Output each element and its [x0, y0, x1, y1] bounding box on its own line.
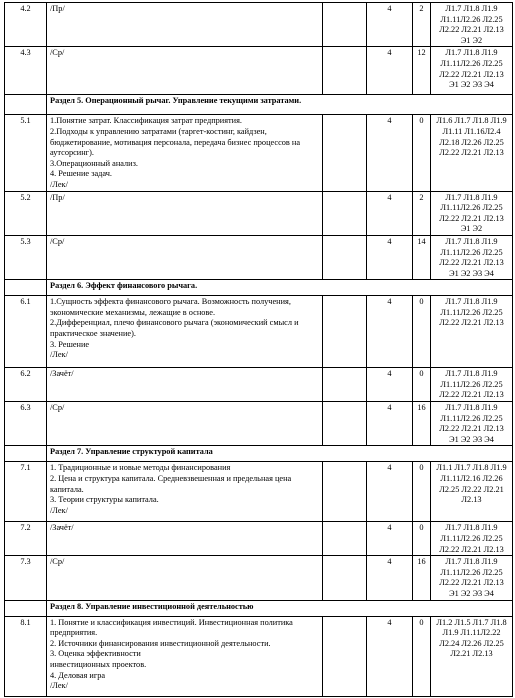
- section-row: [5, 600, 513, 616]
- literature-line: Л1.7 Л1.8 Л1.9: [445, 403, 498, 413]
- hours-cell: 16: [413, 556, 431, 600]
- competency-cell: [323, 368, 367, 402]
- lesson-topic: /Пр/: [47, 191, 323, 235]
- literature-line: Л2.22 Л2.21 Л2.13: [439, 69, 504, 79]
- lesson-topic: 1.Сущность эффекта финансового рычага. Возможность получения, экономические механизмы, лежащие в основе. 2.Дифференциал, плечо финансового рычага (экономический смысл и практическое значение). 3. Решение /Лек/: [47, 296, 323, 368]
- section-number-cell: [5, 280, 47, 296]
- table-row: [5, 462, 513, 522]
- literature-cell: [431, 462, 513, 522]
- section-title: Раздел 5. Операционный рычаг. Управление текущими затратами.: [47, 95, 513, 115]
- literature-line: Л2.22 Л2.21 Л2.13: [439, 213, 504, 223]
- table-row: [5, 402, 513, 446]
- lesson-topic: /Ср/: [47, 556, 323, 600]
- literature-cell: [431, 616, 513, 696]
- literature-line: Л1.11 Л1.16Л2.4: [442, 126, 501, 136]
- table-row: [5, 296, 513, 368]
- literature-line: Л1.7 Л1.8 Л1.9: [445, 192, 498, 202]
- literature-line: Л2.22 Л2.21 Л2.13: [439, 390, 504, 400]
- table-row: [5, 47, 513, 95]
- lesson-topic: 1. Понятие и классификация инвестиций. Инвестиционная политика предприятия. 2. Источники финансирования инвестиционной деятельности. 3. Оценка эффективности инвестиционных проектов. 4. Деловая игра /Лек/: [47, 616, 323, 696]
- section-number-cell: [5, 95, 47, 115]
- literature-line: Л1.7 Л1.8 Л1.9: [445, 297, 498, 307]
- semester-cell: 4: [367, 3, 413, 47]
- literature-line: Э1 Э2: [460, 224, 483, 234]
- table-row: [5, 191, 513, 235]
- lesson-topic: 1. Традиционные и новые методы финансирования 2. Цена и структура капитала. Средневзвешенная и предельная цена капитала. 3. Теории структуры капитала. /Лек/: [47, 462, 323, 522]
- literature-line: Л2.22 Л2.21 Л2.13: [439, 424, 504, 434]
- curriculum-table: [4, 2, 513, 697]
- literature-line: Л1.6 Л1.7 Л1.8 Л1.9: [436, 116, 507, 126]
- literature-cell: [431, 522, 513, 556]
- table-row: [5, 3, 513, 47]
- table-row: [5, 115, 513, 191]
- competency-cell: [323, 47, 367, 95]
- literature-cell: [431, 115, 513, 191]
- literature-line: Л1.7 Л1.8 Л1.9: [445, 236, 498, 246]
- literature-line: Л1.11Л2.26 Л2.25: [440, 247, 503, 257]
- literature-line: Л2.22 Л2.21 Л2.13: [439, 258, 504, 268]
- lesson-number: 8.1: [5, 616, 47, 696]
- lesson-topic: /Зачёт/: [47, 368, 323, 402]
- literature-cell: [431, 402, 513, 446]
- semester-cell: 4: [367, 368, 413, 402]
- semester-cell: 4: [367, 296, 413, 368]
- lesson-number: 7.1: [5, 462, 47, 522]
- competency-cell: [323, 115, 367, 191]
- literature-cell: [431, 191, 513, 235]
- semester-cell: 4: [367, 522, 413, 556]
- table-row: [5, 616, 513, 696]
- table-row: [5, 235, 513, 279]
- lesson-number: 6.1: [5, 296, 47, 368]
- competency-cell: [323, 462, 367, 522]
- literature-cell: [431, 296, 513, 368]
- hours-cell: 0: [413, 296, 431, 368]
- section-title: Раздел 6. Эффект финансового рычага.: [47, 280, 513, 296]
- literature-line: Л1.11Л2.26 Л2.25: [440, 534, 503, 544]
- literature-line: Л1.11Л2.26 Л2.25: [440, 567, 503, 577]
- lesson-topic: /Пр/: [47, 3, 323, 47]
- hours-cell: 0: [413, 616, 431, 696]
- hours-cell: 0: [413, 462, 431, 522]
- literature-line: Л1.7 Л1.8 Л1.9: [445, 4, 498, 13]
- literature-line: Л1.9 Л1.11Л2.22: [442, 628, 501, 638]
- literature-line: Л2.22 Л2.21 Л2.13: [439, 25, 504, 35]
- literature-line: Э1 Э2 Э3 Э4: [449, 268, 494, 278]
- competency-cell: [323, 402, 367, 446]
- lesson-number: 7.3: [5, 556, 47, 600]
- literature-line: Л1.7 Л1.8 Л1.9: [445, 557, 498, 567]
- literature-line: Э1 Э2 Э3 Э4: [449, 80, 494, 90]
- semester-cell: 4: [367, 47, 413, 95]
- competency-cell: [323, 191, 367, 235]
- hours-cell: 0: [413, 368, 431, 402]
- literature-line: Л2.24 Л2.26 Л2.25: [439, 638, 504, 648]
- section-number-cell: [5, 600, 47, 616]
- literature-line: Э1 Э2 Э3 Э4: [449, 434, 494, 444]
- literature-cell: [431, 368, 513, 402]
- literature-line: Л1.11Л2.26 Л2.25: [440, 203, 503, 213]
- hours-cell: 14: [413, 235, 431, 279]
- literature-cell: [431, 3, 513, 47]
- table-row: [5, 556, 513, 600]
- lesson-number: 7.2: [5, 522, 47, 556]
- lesson-topic: 1.Понятие затрат. Классификация затрат предприятия. 2.Подходы к управлению затратами (таргет-костинг, кайдзен, бюджетирование, мотивация персонала, передача бизнес процессов на аутсорсинг). 3.Операционный анализ. 4. Решение задач. /Лек/: [47, 115, 323, 191]
- semester-cell: 4: [367, 402, 413, 446]
- lesson-number: 5.3: [5, 235, 47, 279]
- lesson-number: 6.3: [5, 402, 47, 446]
- competency-cell: [323, 296, 367, 368]
- literature-line: Л2.13: [461, 495, 482, 505]
- literature-cell: [431, 556, 513, 600]
- literature-line: Л1.7 Л1.8 Л1.9: [445, 523, 498, 533]
- section-title: Раздел 7. Управление структурой капитала: [47, 446, 513, 462]
- lesson-number: 4.2: [5, 3, 47, 47]
- semester-cell: 4: [367, 616, 413, 696]
- literature-line: Л1.11Л2.26 Л2.25: [440, 14, 503, 24]
- lesson-topic: /Ср/: [47, 402, 323, 446]
- literature-line: Э1 Э2 Э3 Э4: [449, 589, 494, 598]
- lesson-topic: /Зачёт/: [47, 522, 323, 556]
- literature-line: Л1.11Л2.26 Л2.25: [440, 307, 503, 317]
- literature-line: Л2.22 Л2.21 Л2.13: [439, 578, 504, 588]
- semester-cell: 4: [367, 462, 413, 522]
- lesson-topic: /Ср/: [47, 47, 323, 95]
- literature-line: Л2.21 Л2.13: [450, 649, 493, 659]
- hours-cell: 0: [413, 115, 431, 191]
- literature-line: Л2.22 Л2.21 Л2.13: [439, 318, 504, 328]
- section-row: [5, 280, 513, 296]
- hours-cell: 0: [413, 522, 431, 556]
- literature-line: Э1 Э2: [460, 35, 483, 45]
- table-body: [5, 3, 513, 697]
- literature-line: Л1.11Л2.26 Л2.25: [440, 413, 503, 423]
- literature-line: Л2.25 Л2.22 Л2.21: [439, 484, 504, 494]
- lesson-topic: /Ср/: [47, 235, 323, 279]
- literature-cell: [431, 47, 513, 95]
- literature-line: Л1.1 Л1.7 Л1.8 Л1.9: [436, 463, 507, 473]
- lesson-number: 5.2: [5, 191, 47, 235]
- literature-line: Л1.2 Л1.5 Л1.7 Л1.8: [436, 617, 507, 627]
- lesson-number: 5.1: [5, 115, 47, 191]
- semester-cell: 4: [367, 556, 413, 600]
- literature-line: Л2.22 Л2.21 Л2.13: [439, 544, 504, 554]
- lesson-number: 4.3: [5, 47, 47, 95]
- hours-cell: 2: [413, 3, 431, 47]
- competency-cell: [323, 556, 367, 600]
- lesson-number: 6.2: [5, 368, 47, 402]
- hours-cell: 2: [413, 191, 431, 235]
- semester-cell: 4: [367, 115, 413, 191]
- semester-cell: 4: [367, 191, 413, 235]
- literature-line: Л2.22 Л2.21 Л2.13: [439, 148, 504, 158]
- competency-cell: [323, 616, 367, 696]
- literature-cell: [431, 235, 513, 279]
- table-row: [5, 368, 513, 402]
- section-title: Раздел 8. Управление инвестиционной деятельностью: [47, 600, 513, 616]
- section-row: [5, 95, 513, 115]
- literature-line: Л1.11Л2.16 Л2.26: [440, 474, 503, 484]
- section-row: [5, 446, 513, 462]
- competency-cell: [323, 3, 367, 47]
- semester-cell: 4: [367, 235, 413, 279]
- hours-cell: 12: [413, 47, 431, 95]
- literature-line: Л1.11Л2.26 Л2.25: [440, 58, 503, 68]
- literature-line: Л1.7 Л1.8 Л1.9: [445, 369, 498, 379]
- competency-cell: [323, 522, 367, 556]
- competency-cell: [323, 235, 367, 279]
- hours-cell: 16: [413, 402, 431, 446]
- section-number-cell: [5, 446, 47, 462]
- literature-line: Л1.11Л2.26 Л2.25: [440, 379, 503, 389]
- literature-line: Л2.18 Л2.26 Л2.25: [439, 137, 504, 147]
- literature-line: Л1.7 Л1.8 Л1.9: [445, 48, 498, 58]
- table-row: [5, 522, 513, 556]
